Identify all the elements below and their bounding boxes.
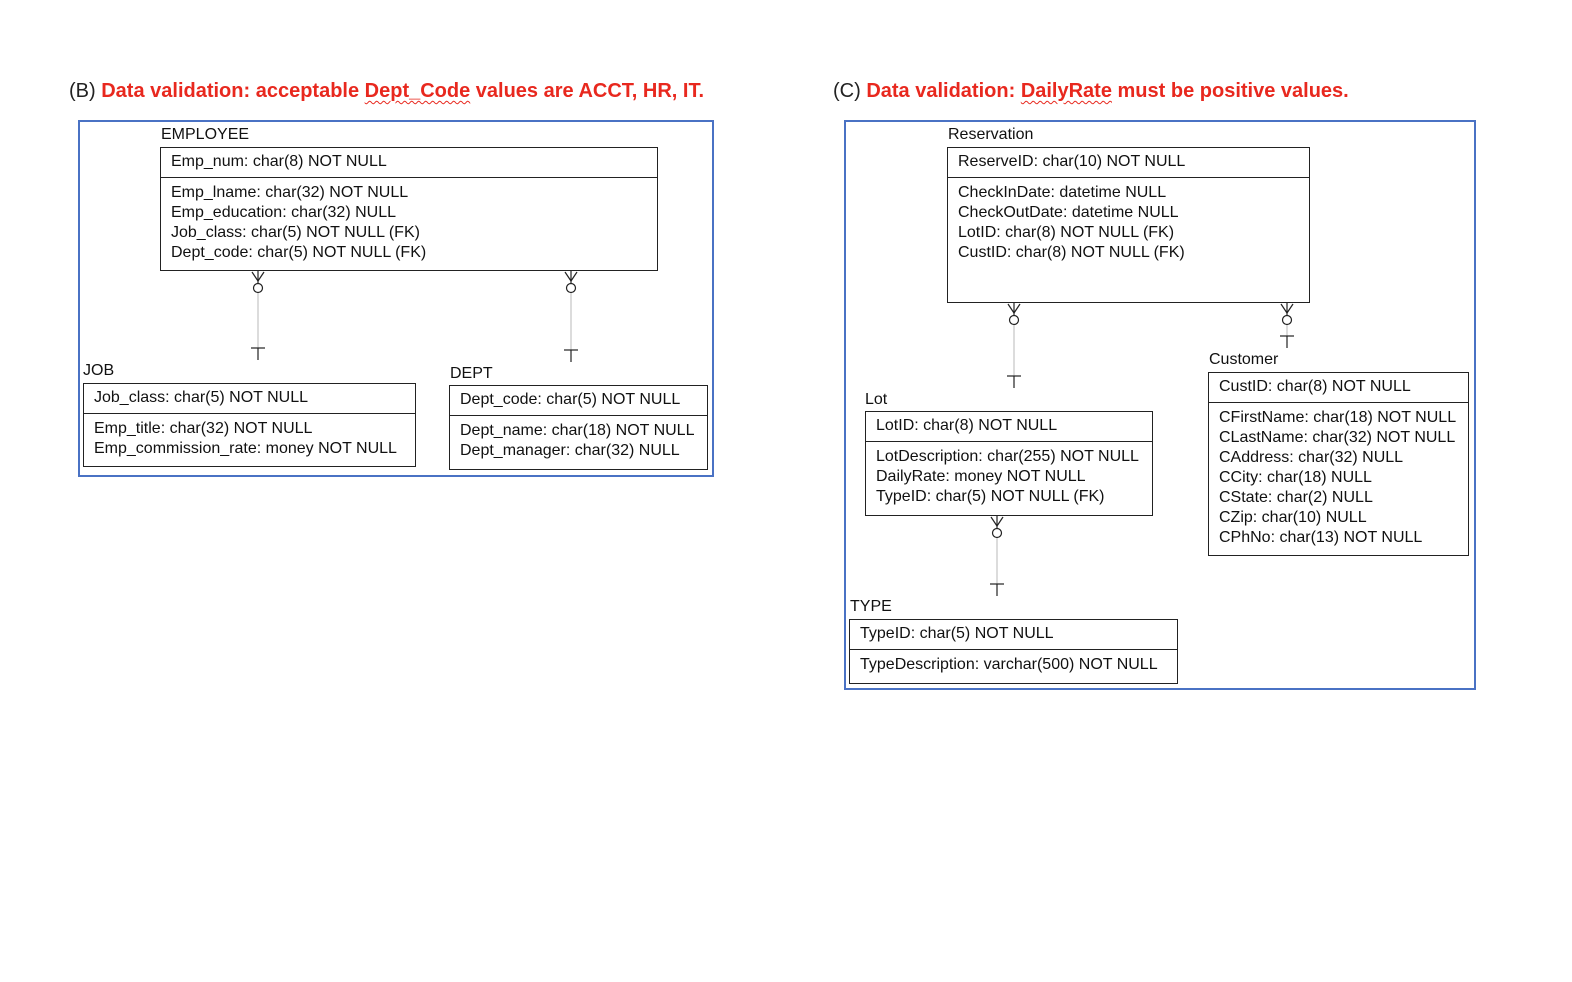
attribute: CZip: char(10) NULL	[1219, 509, 1367, 526]
attribute: CState: char(2) NULL	[1219, 489, 1373, 506]
attribute: CustID: char(8) NOT NULL (FK)	[958, 244, 1185, 261]
spellcheck-flag: Dept_Code	[364, 80, 471, 102]
attribute: CFirstName: char(18) NOT NULL	[1219, 409, 1457, 426]
employee-entity-name: EMPLOYEE	[161, 126, 250, 143]
attribute: CheckInDate: datetime NULL	[958, 184, 1167, 201]
employee-pk: Emp_num: char(8) NOT NULL	[161, 148, 657, 178]
attribute: CLastName: char(32) NOT NULL	[1219, 429, 1456, 446]
type-entity-name: TYPE	[850, 598, 892, 615]
attribute: DailyRate: money NOT NULL	[876, 468, 1086, 485]
attribute: Dept_name: char(18) NOT NULL	[460, 422, 695, 439]
attribute: CCity: char(18) NULL	[1219, 469, 1372, 486]
spellcheck-flag: DailyRate	[1020, 80, 1112, 102]
attribute: Emp_commission_rate: money NOT NULL	[94, 440, 397, 457]
heading-c-prefix: (C)	[833, 80, 861, 102]
lot-pk: LotID: char(8) NOT NULL	[866, 412, 1152, 442]
dept-pk: Dept_code: char(5) NOT NULL	[450, 386, 707, 416]
attribute: Dept_code: char(5) NOT NULL (FK)	[171, 244, 427, 261]
attribute: Emp_title: char(32) NOT NULL	[94, 420, 313, 437]
reservation-entity-name: Reservation	[948, 126, 1034, 143]
reservation-pk: ReserveID: char(10) NOT NULL	[948, 148, 1309, 178]
attribute: Emp_education: char(32) NULL	[171, 204, 397, 221]
job-pk: Job_class: char(5) NOT NULL	[84, 384, 415, 414]
customer-pk: CustID: char(8) NOT NULL	[1209, 373, 1468, 403]
type-pk: TypeID: char(5) NOT NULL	[850, 620, 1177, 650]
attribute: CAddress: char(32) NULL	[1219, 449, 1404, 466]
attribute: Dept_manager: char(32) NULL	[460, 442, 680, 459]
heading-b-text: Data validation: acceptable Dept_Code values are ACCT, HR, IT.	[101, 80, 705, 102]
attribute: CPhNo: char(13) NOT NULL	[1219, 529, 1423, 546]
lot-entity-name: Lot	[865, 391, 888, 408]
customer-entity-name: Customer	[1209, 351, 1279, 368]
attribute: LotDescription: char(255) NOT NULL	[876, 448, 1139, 465]
attribute: TypeDescription: varchar(500) NOT NULL	[860, 656, 1158, 673]
heading-b-prefix: (B)	[69, 80, 96, 102]
attribute: Job_class: char(5) NOT NULL (FK)	[171, 224, 420, 241]
job-entity-name: JOB	[83, 362, 115, 379]
attribute: Emp_lname: char(32) NOT NULL	[171, 184, 409, 201]
attribute: LotID: char(8) NOT NULL (FK)	[958, 224, 1175, 241]
relationship-connector	[1280, 303, 1294, 348]
attribute: TypeID: char(5) NOT NULL (FK)	[876, 488, 1105, 505]
relationship-connector	[990, 516, 1004, 596]
relationship-connector	[251, 271, 265, 360]
dept-entity-name: DEPT	[450, 365, 493, 382]
relationship-connector	[1007, 303, 1021, 388]
heading-c-text: Data validation: DailyRate must be positive values.	[866, 80, 1349, 102]
attribute: CheckOutDate: datetime NULL	[958, 204, 1179, 221]
relationship-connector	[564, 271, 578, 362]
